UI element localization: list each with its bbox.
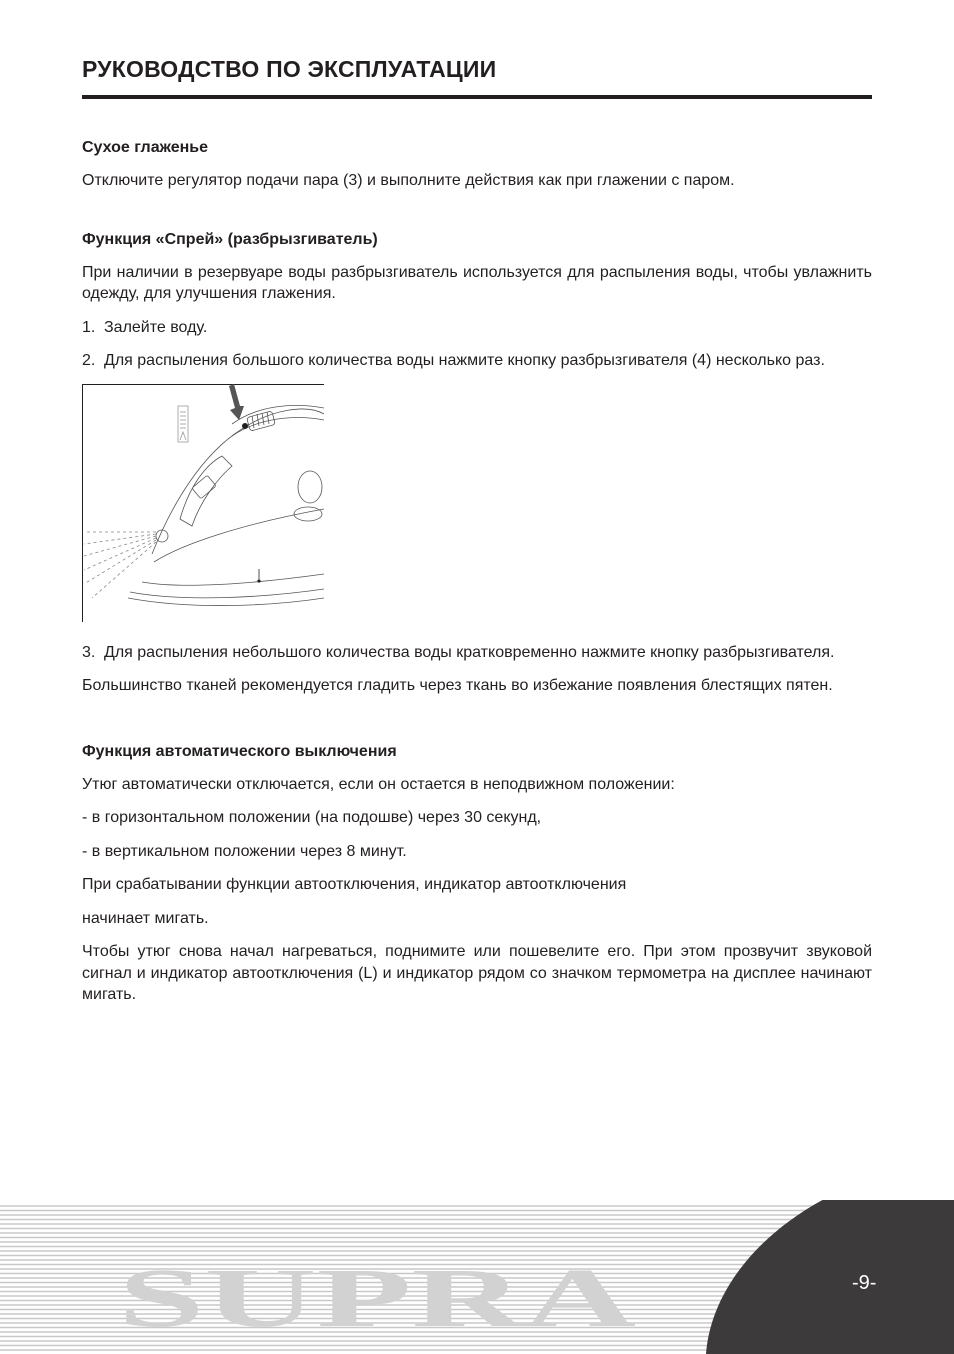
paragraph: Утюг автоматически отключается, если он остается в неподвижном положении: xyxy=(82,775,675,793)
brand-logo: SUPRA xyxy=(118,1252,637,1345)
section-auto-off xyxy=(82,741,872,1006)
paragraph: - в вертикальном положении через 8 минут. xyxy=(82,842,407,860)
step-text: Для распыления небольшого количества воды кратковременно нажмите кнопку разбрызгивателя. xyxy=(104,643,835,661)
section-dry-ironing xyxy=(82,137,872,192)
document-body xyxy=(82,137,872,1018)
step-text: Залейте воду. xyxy=(104,318,208,336)
paragraph: Чтобы утюг снова начал нагреваться, поднимите или пошевелите его. При этом прозвучит звуковой сигнал и индикатор автоотключения (L) и индикатор рядом со значком термометра на дисплее начинают мигать. xyxy=(82,943,872,1003)
list-item xyxy=(82,642,872,664)
page-number: -9- xyxy=(852,1272,877,1294)
paragraph: - в горизонтальном положении (на подошве) через 30 секунд, xyxy=(82,809,542,826)
paragraph: Отключите регулятор подачи пара (3) и выполните действия как при глажении с паром. xyxy=(82,172,735,189)
paragraph: начинает мигать. xyxy=(82,909,209,927)
page-title: РУКОВОДСТВО ПО ЭКСПЛУАТАЦИИ xyxy=(82,56,497,82)
section-spray xyxy=(82,229,872,697)
step-number: 3. xyxy=(82,643,96,661)
paragraph: Большинство тканей рекомендуется гладить через ткань во избежание появления блестящих пятен. xyxy=(82,677,833,694)
section-title: Функция «Спрей» (разбрызгиватель) xyxy=(82,230,378,248)
footer xyxy=(0,1200,954,1354)
title-rule xyxy=(82,95,872,99)
step-number: 2. xyxy=(82,352,96,369)
section-title: Функция автоматического выключения xyxy=(82,742,397,760)
list-item xyxy=(82,317,872,339)
iron-spray-illustration xyxy=(82,384,324,622)
section-title: Сухое глаженье xyxy=(82,139,209,156)
paragraph: При срабатывании функции автоотключения, индикатор автоотключения xyxy=(82,876,627,893)
footer-decoration xyxy=(0,1200,954,1354)
steps-list xyxy=(82,317,872,372)
steps-list xyxy=(82,642,872,664)
list-item xyxy=(82,350,872,372)
step-number: 1. xyxy=(82,318,96,336)
step-text: Для распыления большого количества воды нажмите кнопку разбрызгивателя (4) несколько раз. xyxy=(104,352,825,369)
page-corner xyxy=(706,1200,954,1354)
paragraph: При наличии в резервуаре воды разбрызгиватель используется для распыления воды, чтобы увлажнить одежду, для улучшения глажения. xyxy=(82,263,872,302)
